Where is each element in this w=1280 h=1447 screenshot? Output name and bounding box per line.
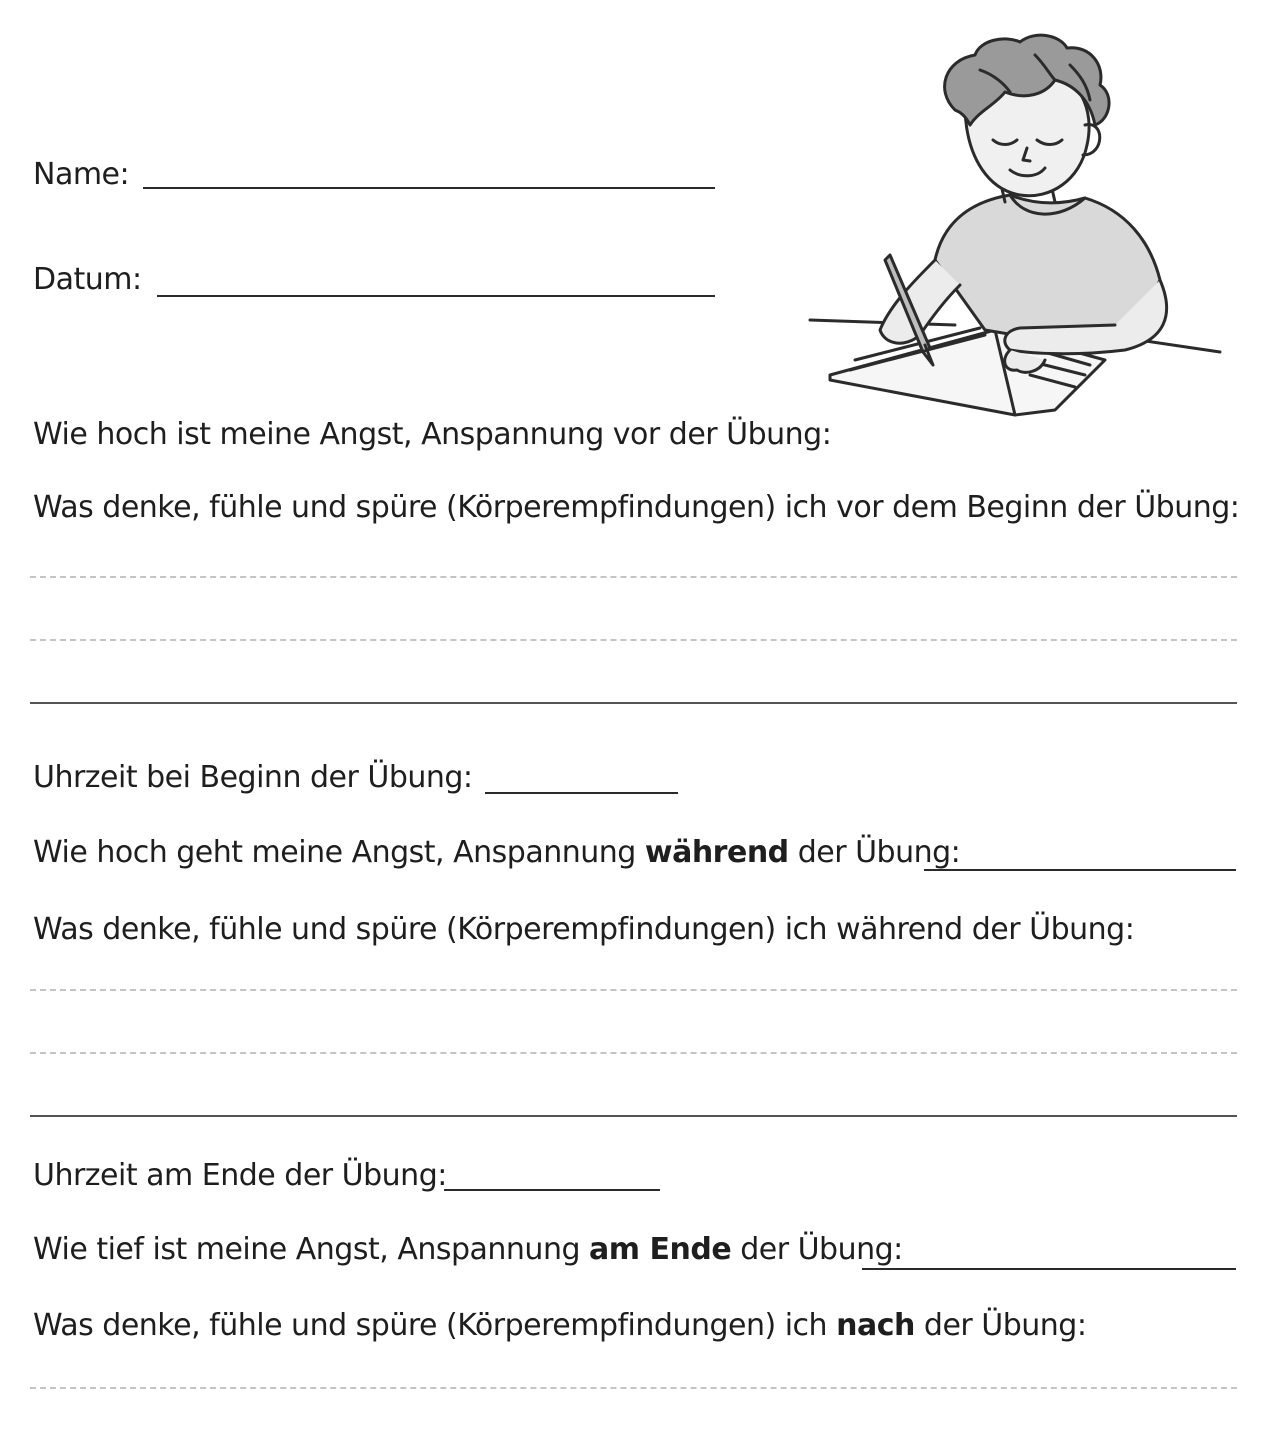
date-label: Datum: [33, 262, 142, 297]
feel-after-question: Was denke, fühle und spüre (Körperempfindungen) ich nach der Übung: [33, 1308, 1087, 1343]
emphasis-nach: nach [836, 1308, 915, 1343]
answer-line-during-3[interactable] [30, 1115, 1237, 1117]
name-label: Name: [33, 157, 130, 192]
answer-line-before-2[interactable] [30, 639, 1237, 641]
emphasis-after: am Ende [589, 1232, 732, 1267]
emphasis-during: während [644, 835, 789, 870]
anxiety-after-field[interactable] [862, 1268, 1236, 1270]
boy-writing-illustration [805, 30, 1230, 430]
answer-line-before-3[interactable] [30, 702, 1237, 704]
answer-line-during-1[interactable] [30, 989, 1237, 991]
start-time-field[interactable] [485, 792, 678, 794]
answer-line-during-2[interactable] [30, 1052, 1237, 1054]
anxiety-during-question: Wie hoch geht meine Angst, Anspannung während der Übung: [33, 835, 961, 870]
feel-during-question: Was denke, fühle und spüre (Körperempfindungen) ich während der Übung: [33, 912, 1135, 947]
end-time-field[interactable] [444, 1189, 660, 1191]
name-field[interactable] [143, 187, 715, 189]
start-time-label: Uhrzeit bei Beginn der Übung: [33, 760, 473, 795]
end-time-label: Uhrzeit am Ende der Übung: [33, 1158, 447, 1193]
anxiety-before-question: Wie hoch ist meine Angst, Anspannung vor der Übung: [33, 417, 832, 452]
anxiety-during-field[interactable] [924, 869, 1236, 871]
date-field[interactable] [157, 295, 715, 297]
answer-line-before-1[interactable] [30, 576, 1237, 578]
answer-line-after-1[interactable] [30, 1387, 1237, 1389]
anxiety-after-question: Wie tief ist meine Angst, Anspannung am Ende der Übung: [33, 1232, 903, 1267]
feel-before-question: Was denke, fühle und spüre (Körperempfindungen) ich vor dem Beginn der Übung: [33, 490, 1240, 525]
